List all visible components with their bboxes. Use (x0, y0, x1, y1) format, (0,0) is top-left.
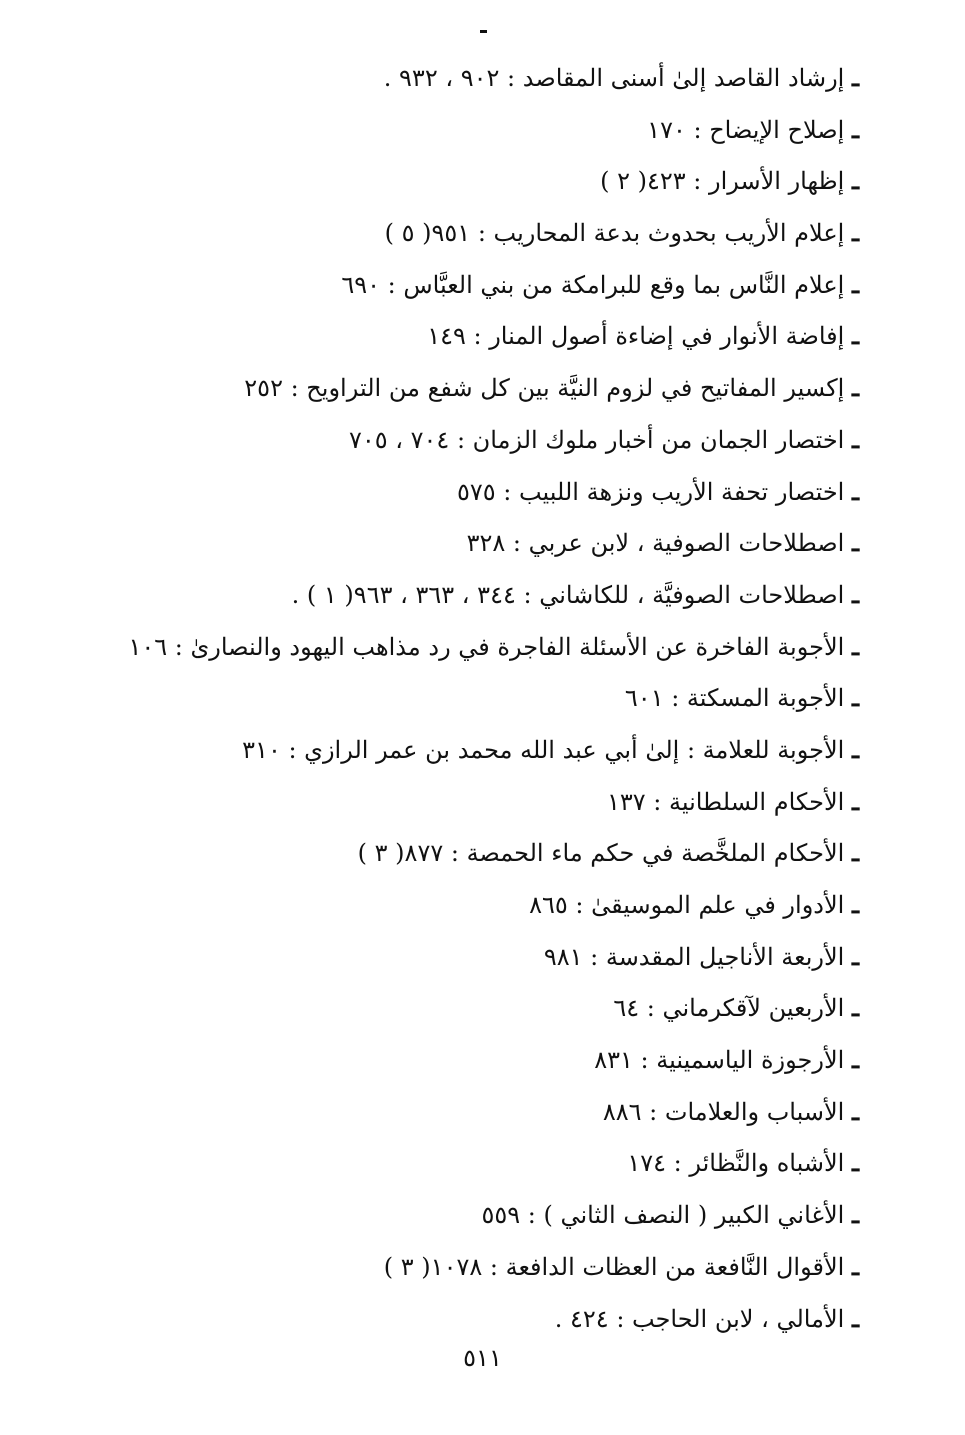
index-entry (99, 259, 859, 311)
entry-dash: ـ (851, 114, 859, 144)
entry-dash: ـ (851, 734, 859, 764)
entry-text: إفاضة الأنوار في إضاءة أصول المنار : ١٤٩ (427, 322, 845, 351)
entry-dash: ـ (851, 838, 859, 868)
entry-text: الأحكام الملخَّصة في حكم ماء الحمصة : ٨٧٧( ٣ ) (357, 839, 845, 868)
entry-dash: ـ (851, 1200, 859, 1230)
entry-dash: ـ (851, 1251, 859, 1281)
entry-dash: ـ (851, 321, 859, 351)
entry-text: الأجوبة المسكتة : ٦٠١ (624, 684, 845, 713)
index-entry (99, 466, 859, 518)
entry-text: إصلاح الإيضاح : ١٧٠ (647, 115, 845, 144)
index-entry (99, 931, 859, 983)
entry-text: إكسير المفاتيح في لزوم النيَّة بين كل شفع من التراويح : ٢٥٢ (244, 374, 845, 403)
entry-dash: ـ (851, 1148, 859, 1178)
entry-dash: ـ (851, 993, 859, 1023)
entry-text: الأرجوزة الياسمينية : ٨٣١ (594, 1046, 845, 1075)
entry-text: إعلام الأريب بحدوث بدعة المحاريب : ٩٥١( ٥ ) (384, 219, 845, 248)
index-entry (99, 310, 859, 362)
entry-text: الأحكام السلطانية : ١٣٧ (606, 787, 845, 816)
index-entry (99, 517, 859, 569)
entry-dash: ـ (851, 373, 859, 403)
index-entry (99, 362, 859, 414)
index-entry (99, 1086, 859, 1138)
index-entry (99, 724, 859, 776)
entry-text: اختصار تحفة الأريب ونزهة اللبيب : ٥٧٥ (456, 477, 845, 506)
entry-text: الأغاني الكبير ( النصف الثاني ) : ٥٥٩ (481, 1201, 845, 1230)
entry-text: إرشاد القاصد إلىٰ أسنى المقاصد : ٩٠٢ ، ٩٣٢ . (383, 64, 845, 92)
index-entry (99, 672, 859, 724)
index-entry (99, 982, 859, 1034)
index-entry (99, 207, 859, 259)
entry-dash: ـ (851, 579, 859, 609)
entry-dash: ـ (851, 63, 859, 92)
entry-dash: ـ (851, 1303, 859, 1333)
entry-dash: ـ (851, 269, 859, 299)
entry-text: الأسباب والعلامات : ٨٨٦ (602, 1097, 845, 1126)
index-entry (99, 1189, 859, 1241)
entry-text: إظهار الأسرار : ٤٢٣( ٢ ) (600, 167, 845, 196)
index-entry (99, 776, 859, 828)
entry-dash: ـ (851, 528, 859, 558)
entry-dash: ـ (851, 683, 859, 713)
entry-text: الأقوال النَّافعة من العظات الدافعة : ١٠٧٨( ٣ ) (383, 1252, 845, 1281)
index-entry (99, 52, 859, 104)
entry-text: الأربعة الأناجيل المقدسة : ٩٨١ (543, 942, 845, 971)
entry-text: الأدوار في علم الموسيقىٰ : ٨٦٥ (529, 891, 845, 919)
entry-text: الأمالي ، لابن الحاجب : ٤٢٤ . (554, 1304, 845, 1333)
top-mark (480, 30, 487, 33)
entry-text: الأربعين لآقكرماني : ٦٤ (613, 994, 845, 1023)
entry-text: إعلام النَّاس بما وقع للبرامكة من بني العبَّاس : ٦٩٠ (341, 270, 845, 299)
index-entry (99, 1137, 859, 1189)
index-entry (99, 155, 859, 207)
index-entry (99, 104, 859, 156)
index-entry (99, 1241, 859, 1293)
entry-text: الأجوبة للعلامة : إلىٰ أبي عبد الله محمد بن عمر الرازي : ٣١٠ (242, 735, 845, 764)
entry-dash: ـ (851, 166, 859, 196)
entry-dash: ـ (851, 1045, 859, 1075)
entry-text: الأجوبة الفاخرة عن الأسئلة الفاجرة في رد مذاهب اليهود والنصارىٰ : ١٠٦ (128, 632, 845, 661)
entry-dash: ـ (851, 476, 859, 506)
entry-text: اصطلاحات الصوفيَّة ، للكاشاني : ٣٤٤ ، ٣٦٣ ، ٩٦٣( ١ ) . (291, 580, 845, 609)
index-entry (99, 1034, 859, 1086)
index-entry (99, 621, 859, 673)
index-list (99, 52, 859, 1344)
index-entry (99, 569, 859, 621)
entry-dash: ـ (851, 218, 859, 248)
index-entry (99, 827, 859, 879)
entry-dash: ـ (851, 890, 859, 919)
index-entry (99, 1293, 859, 1345)
entry-dash: ـ (851, 786, 859, 816)
entry-text: اصطلاحات الصوفية ، لابن عربي : ٣٢٨ (466, 529, 845, 558)
entry-dash: ـ (851, 631, 859, 661)
entry-dash: ـ (851, 1096, 859, 1126)
entry-dash: ـ (851, 424, 859, 454)
page-number: ٥١١ (463, 1344, 502, 1372)
entry-text: الأشباه والنَّظائر : ١٧٤ (627, 1149, 845, 1178)
index-entry (99, 414, 859, 466)
entry-text: اختصار الجمان من أخبار ملوك الزمان : ٧٠٤ ، ٧٠٥ (348, 425, 845, 454)
index-entry (99, 879, 859, 931)
entry-dash: ـ (851, 941, 859, 971)
